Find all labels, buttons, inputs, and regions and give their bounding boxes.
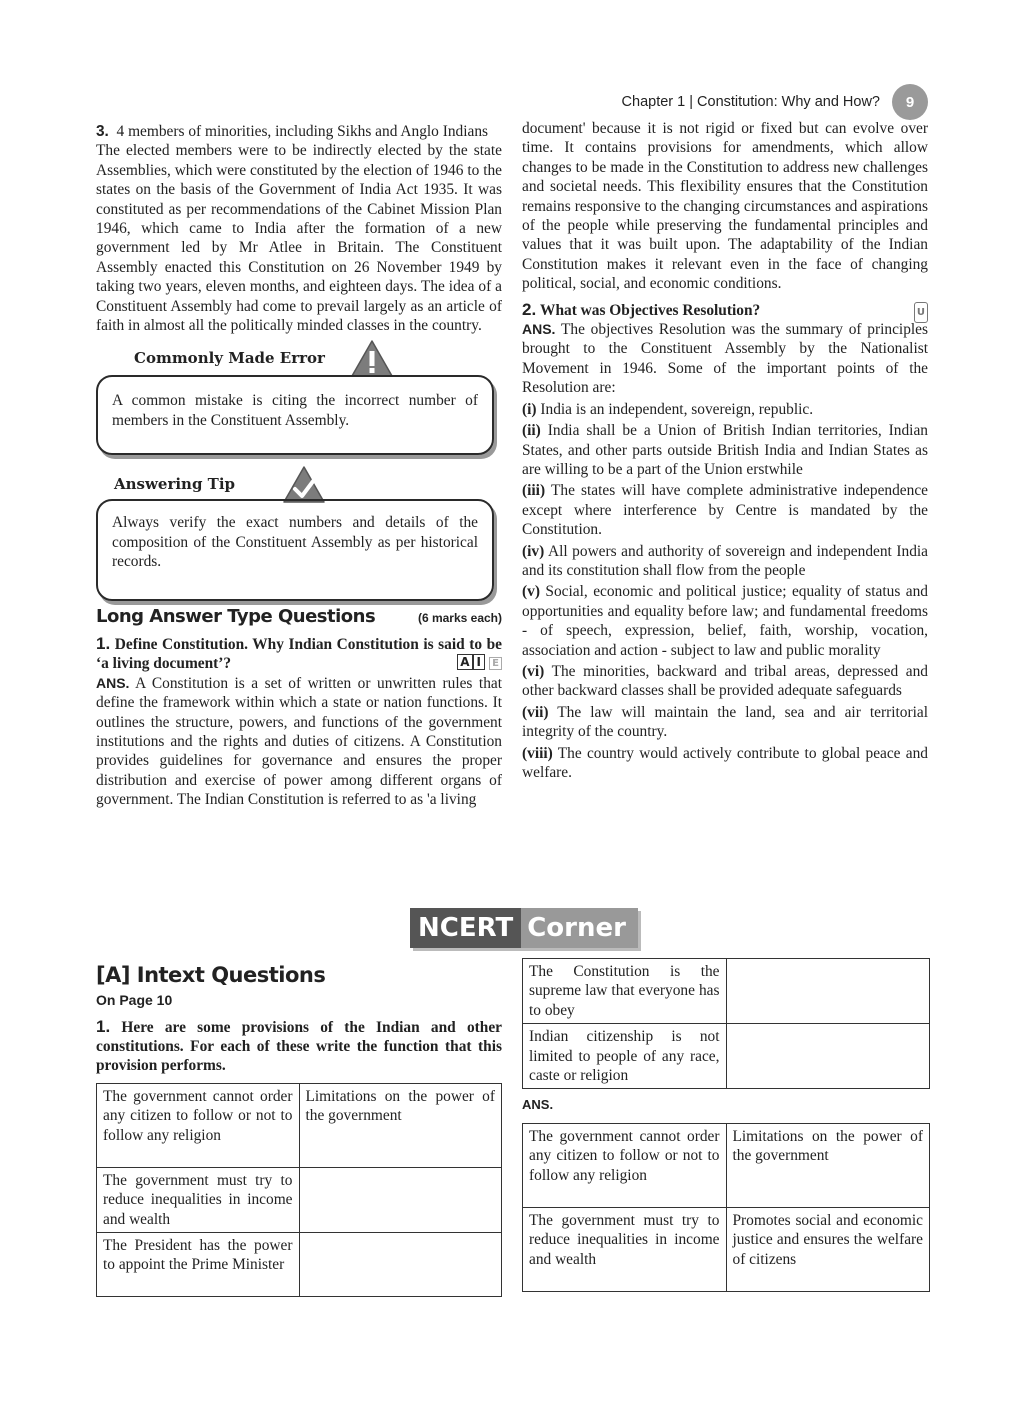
long-answer-title: Long Answer Type Questions	[96, 606, 376, 628]
corner-label: Corner	[521, 908, 638, 948]
page-number: 9	[892, 84, 928, 120]
function-cell	[726, 1024, 930, 1089]
tag-e: E	[489, 657, 502, 670]
resolution-point-text: India shall be a Union of British Indian territories, Indian States, and other parts outside British India and Indian States as are willing to be a part of the Union erstwhile	[522, 422, 928, 478]
answer-1-continued: document' because it is not rigid or fixed but can evolve over time. It contains provisions for amendments, which allow changes to be made in the Constitution to address new challenges and societal needs. This flexibility ensures that the Constitution remains responsive to the changing circumstances and aspirations of the people while preserving the fundamental principles and values that it was built upon. The adaptability of the Indian Constitution makes it relevant even in the face of changing political, social, and economic conditions.	[522, 120, 928, 293]
resolution-point-number: (iii)	[522, 482, 546, 500]
long-answer-heading	[96, 607, 502, 628]
intext-section	[96, 963, 502, 1297]
item-3-text: 4 members of minorities, including Sikhs and Anglo Indians	[116, 123, 489, 140]
item-3-number: 3.	[96, 123, 109, 140]
resolution-point	[522, 542, 928, 581]
assembly-paragraph: The elected members were to be indirectly elected by the state Assemblies, which were constituted by the election of 1946 to the states on the basis of the Government of India Act 1935. It was constituted as per recommendations of the Cabinet Mission Plan 1946, which came to India after the formation of a new government led by Mr Atlee in Britain. The Constituent Assembly enacted this Constitution on 26 November 1949 by taking two years, eleven months, and eighteen days. The idea of a Constituent Assembly had come to prevail largely as an article of faith in almost all the politically minded classes in the country.	[96, 142, 502, 335]
function-cell	[299, 1233, 502, 1297]
intext-page-ref: On Page 10	[96, 992, 173, 1009]
common-error-box	[96, 375, 494, 455]
tag-i: I	[473, 654, 485, 670]
resolution-point-text: The minorities, backward and tribal areas, depressed and other backward classes shall be provided adequate safeguards	[522, 662, 928, 700]
answer-2-text: The objectives Resolution was the summary of principles brought to the Constituent Assembly by the Nationalist Movement in 1946. Some of the important points of the Resolution are:	[522, 321, 928, 397]
resolution-point-text: India is an independent, sovereign, republic.	[540, 400, 814, 418]
intext-answer-label: ANS.	[522, 1097, 554, 1113]
question-1	[96, 634, 502, 674]
tag-a: A	[457, 654, 472, 670]
resolution-point-text: Social, economic and political justice; equality of status and opportunities and equality before law; and fundamental freedoms - of speech, expression, belief, faith, worship, vocation, association and action - subject to law and public morality	[522, 583, 928, 659]
left-column	[96, 122, 502, 810]
provision-cell: Indian citizenship is not limited to people of any race, caste or religion	[523, 1024, 727, 1089]
tag-u: U	[914, 302, 928, 323]
provisions-table	[96, 1083, 502, 1297]
provision-cell: The Constitution is the supreme law that everyone has to obey	[523, 959, 727, 1024]
common-error-text: A common mistake is citing the incorrect number of members in the Constituent Assembly.	[112, 392, 478, 429]
answer-2	[522, 320, 928, 398]
resolution-point-number: (vii)	[522, 703, 549, 721]
answer-2-label: ANS.	[522, 321, 556, 338]
ncert-corner-banner	[410, 908, 638, 948]
table-row	[97, 1083, 502, 1167]
resolution-point-number: (iv)	[522, 542, 545, 560]
common-error-title: Commonly Made Error	[134, 349, 325, 368]
question-1-number: 1.	[96, 633, 111, 653]
function-cell: Limitations on the power of the government	[299, 1083, 502, 1167]
answer-table	[522, 1123, 930, 1292]
warning-icon	[350, 339, 394, 379]
resolution-point	[522, 582, 928, 660]
function-cell	[726, 959, 930, 1024]
resolution-point	[522, 662, 928, 701]
answering-tip-callout	[96, 473, 502, 599]
table-row	[523, 1123, 930, 1207]
resolution-point-number: (viii)	[522, 744, 553, 762]
provisions-table-continued	[522, 958, 930, 1089]
answer-1-label: ANS.	[96, 674, 130, 691]
question-2-text: What was Objectives Resolution?	[540, 301, 761, 319]
resolution-point	[522, 421, 928, 479]
resolution-point-number: (ii)	[522, 422, 541, 440]
provision-cell: The government cannot order any citizen to follow or not to follow any religion	[97, 1083, 300, 1167]
function-cell: Limitations on the power of the government	[726, 1123, 930, 1207]
long-answer-marks: (6 marks each)	[417, 611, 502, 626]
function-cell	[299, 1167, 502, 1232]
table-row	[523, 1207, 930, 1291]
resolution-points-list	[522, 400, 928, 783]
resolution-point	[522, 744, 928, 783]
ncert-label: NCERT	[410, 908, 521, 948]
intext-title: [A] Intext Questions	[96, 963, 326, 987]
resolution-point-text: The law will maintain the land, sea and air territorial integrity of the country.	[522, 703, 928, 741]
chapter-title: Chapter 1 | Constitution: Why and How?	[621, 94, 880, 110]
resolution-point	[522, 481, 928, 539]
resolution-point-number: (i)	[522, 400, 537, 418]
item-3	[96, 122, 502, 141]
resolution-point-text: The country would actively contribute to global peace and welfare.	[522, 744, 928, 781]
intext-right-tables	[522, 958, 930, 1292]
provision-cell: The President has the power to appoint the Prime Minister	[97, 1233, 300, 1297]
table-row	[523, 1024, 930, 1089]
question-1-text: Define Constitution. Why Indian Constitution is said to be ‘a living document’?	[96, 635, 502, 673]
table-row	[97, 1233, 502, 1297]
answer-1-text: A Constitution is a set of written or unwritten rules that define the framework within which a state or nation functions. It outlines the structure, powers, and functions of the government institutions and the rights and duties of citizens. A Constitution provides guidelines for governance and ensures the proper distribution and exercise of power among different organs of government. The Indian Constitution is referred to as 'a living	[96, 674, 503, 809]
table-row	[523, 959, 930, 1024]
question-1-tags	[457, 653, 502, 673]
resolution-point-number: (v)	[522, 583, 540, 601]
intext-question-1-text: Here are some provisions of the Indian and other constitutions. For each of these write the function that this provision performs.	[96, 1018, 502, 1074]
table-row	[97, 1167, 502, 1232]
answering-tip-text: Always verify the exact numbers and details of the composition of the Constituent Assembly as per historical records.	[112, 514, 478, 571]
resolution-point-text: All powers and authority of sovereign and independent India and its constitution shall flow from the people	[522, 542, 929, 579]
answer-1	[96, 674, 502, 810]
intext-question-1-number: 1.	[96, 1016, 111, 1036]
right-column	[522, 119, 928, 782]
common-error-callout	[96, 345, 502, 459]
resolution-point-number: (vi)	[522, 662, 545, 680]
answering-tip-box	[96, 499, 494, 601]
answering-tip-title: Answering Tip	[114, 475, 236, 494]
intext-question-1	[96, 1017, 502, 1075]
provision-cell: The government must try to reduce inequalities in income and wealth	[97, 1167, 300, 1232]
resolution-point-text: The states will have complete administrative independence except where interference by Centre is mandated by the Constitution.	[522, 482, 928, 539]
function-cell: Promotes social and economic justice and ensures the welfare of citizens	[726, 1207, 930, 1291]
provision-cell: The government cannot order any citizen to follow or not to follow any religion	[523, 1123, 727, 1207]
resolution-point	[522, 400, 928, 419]
question-2-number: 2.	[522, 299, 537, 319]
resolution-point	[522, 703, 928, 742]
page-header	[622, 84, 928, 120]
provision-cell: The government must try to reduce inequalities in income and wealth	[523, 1207, 727, 1291]
question-2	[522, 300, 928, 320]
